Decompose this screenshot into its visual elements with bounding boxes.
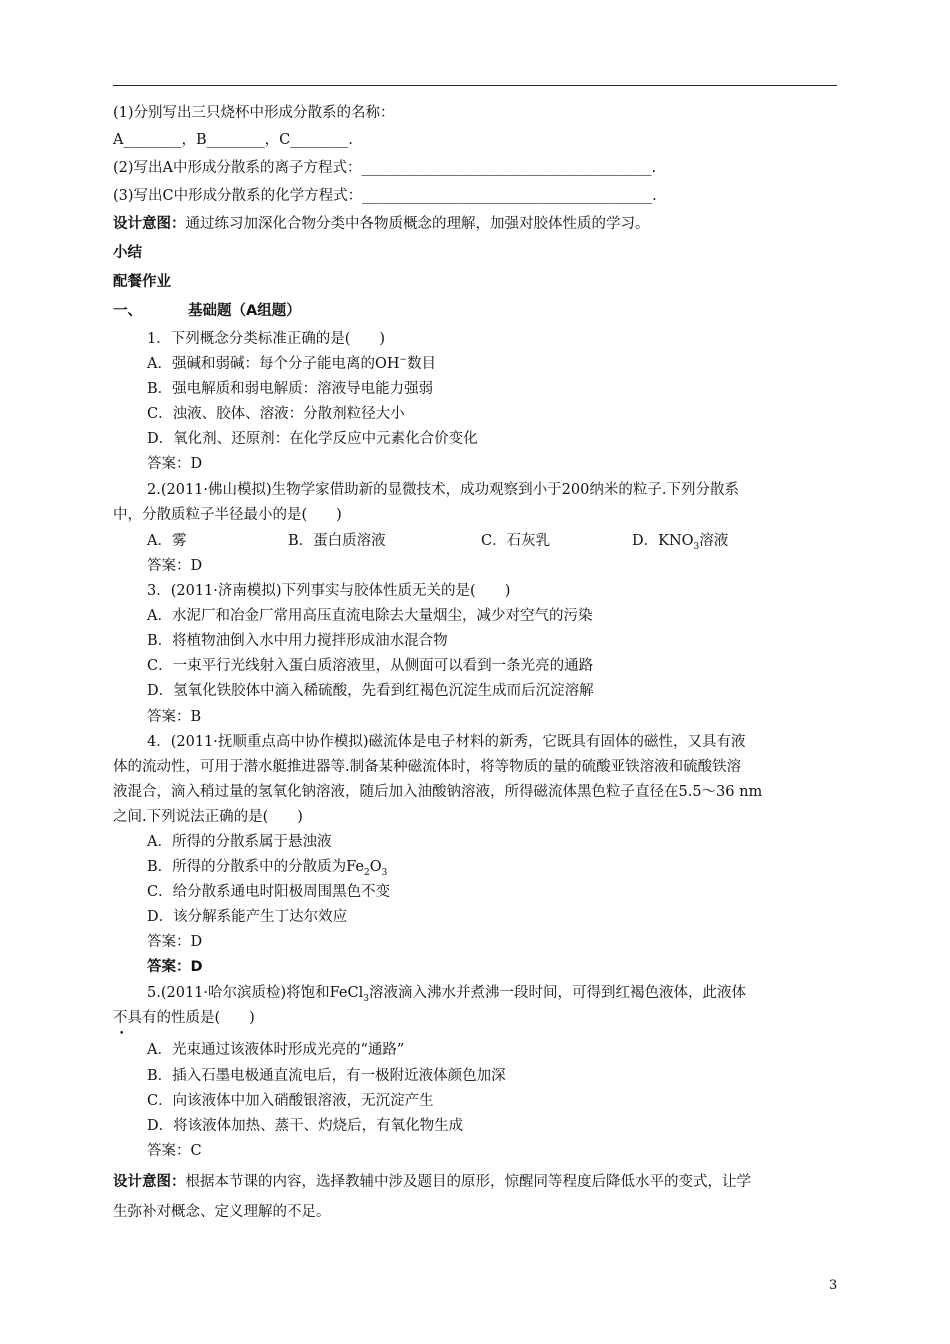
q3-option-d: D．氢氧化铁胶体中滴入稀硫酸，先看到红褐色沉淀生成而后沉淀溶解 <box>147 683 594 699</box>
q1-option-d: D．氧化剂、还原剂：在化学反应中元素化合价变化 <box>147 431 478 447</box>
q5-stem-2 <box>113 1008 255 1028</box>
q4-stem-2: 体的流动性，可用于潜水艇推进器等.制备某种磁流体时，将等物质的量的硫酸亚铁溶液和硫酸铁溶 <box>113 759 742 775</box>
q4-answer: 答案：D <box>147 934 203 950</box>
q4-stem-1: 4．(2011·抚顺重点高中协作模拟)磁流体是电子材料的新秀，它既具有固体的磁性，又具有液 <box>147 734 746 750</box>
q5-answer: 答案：C <box>147 1143 202 1159</box>
q4-stem-4: 之间.下列说法正确的是( ) <box>113 809 303 825</box>
q5-option-c: C．向该液体中加入硝酸银溶液，无沉淀产生 <box>147 1093 434 1109</box>
q4-option-b <box>147 857 387 877</box>
intro-design <box>113 214 650 234</box>
q2-option-b: B．蛋白质溶液 <box>288 533 386 549</box>
design-label: 设计意图： <box>113 216 186 232</box>
q1-option-a <box>147 354 436 374</box>
outro-design-text-1: 根据本节课的内容，选择教辅中涉及题目的原形，惊醒同等程度后降低水平的变式，让学 <box>185 1174 751 1190</box>
q1-a-post: 数目 <box>407 356 437 372</box>
page-number: 3 <box>829 1278 838 1293</box>
q1-a-text: A．强碱和弱碱：每个分子能电离的OH <box>147 356 400 372</box>
q5-stem-1 <box>147 983 746 1003</box>
q5-option-b: B．插入石墨电极通直流电后，有一极附近液体颜色加深 <box>147 1068 506 1084</box>
homework-heading: 配餐作业 <box>113 274 171 290</box>
intro-blanks: A________，B________，C________. <box>113 132 353 148</box>
q2-stem-1: 2.(2011·佛山模拟)生物学家借助新的显微技术，成功观察到小于200纳米的粒子.下列分散系 <box>147 482 739 498</box>
q5-option-a: A．光束通过该液体时形成光亮的“通路” <box>147 1042 405 1058</box>
q5-stem-sub: 3 <box>363 993 369 1004</box>
section-number: 一、 <box>113 303 142 319</box>
outro-design-1 <box>113 1172 751 1192</box>
q4-option-d: D．该分解系能产生丁达尔效应 <box>147 909 348 925</box>
q1-stem: 1．下列概念分类标准正确的是( ) <box>147 331 386 347</box>
intro-q3: (3)写出C中形成分散系的化学方程式：________________________________________. <box>113 188 657 204</box>
q1-a-sup: − <box>399 355 408 366</box>
q5-stem-post: 溶液滴入沸水并煮沸一段时间，可得到红褐色液体，此液体 <box>368 985 746 1001</box>
q5-emphasis-char: 不 <box>113 1010 128 1026</box>
q2-d-text: D．KNO <box>632 533 694 549</box>
q5-stem-text: 5.(2011·哈尔滨质检)将饱和FeCl <box>147 985 364 1001</box>
q4-option-c: C．给分散系通电时阳极周围黑色不变 <box>147 884 391 900</box>
q4-answer-bold: 答案：D <box>147 959 203 975</box>
design-text: 通过练习加深化合物分类中各物质概念的理解，加强对胶体性质的学习。 <box>185 216 650 232</box>
q3-option-a: A．水泥厂和冶金厂常用高压直流电除去大量烟尘，减少对空气的污染 <box>147 608 593 624</box>
q2-d-post: 溶液 <box>699 533 729 549</box>
outro-design-2: 生弥补对概念、定义理解的不足。 <box>113 1204 331 1220</box>
q2-stem-2: 中，分散质粒子半径最小的是( ) <box>113 507 342 523</box>
q4-b-text: B．所得的分散系中的分散质为Fe <box>147 859 365 875</box>
q3-option-c: C．一束平行光线射入蛋白质溶液里，从侧面可以看到一条光亮的通路 <box>147 658 594 674</box>
q4-b-sub2: 3 <box>381 867 388 878</box>
q2-options <box>147 531 728 551</box>
q1-answer: 答案：D <box>147 456 203 472</box>
q2-option-d <box>632 531 728 551</box>
q4-b-sub1: 2 <box>364 867 370 878</box>
q1-option-b: B．强电解质和弱电解质：溶液导电能力强弱 <box>147 381 434 397</box>
q2-answer: 答案：D <box>147 558 203 574</box>
q3-answer: 答案：B <box>147 709 202 725</box>
q2-d-sub: 3 <box>693 541 700 552</box>
q4-option-a: A．所得的分散系属于悬浊液 <box>147 834 332 850</box>
section-heading <box>113 301 301 321</box>
q5-stem-2-text: 具有的性质是( ) <box>127 1010 255 1026</box>
intro-q2: (2)写出A中形成分散系的离子方程式：________________________________________. <box>113 160 657 176</box>
q3-stem: 3．(2011·济南模拟)下列事实与胶体性质无关的是( ) <box>147 583 511 599</box>
summary-heading: 小结 <box>113 245 142 261</box>
q1-option-c: C．浊液、胶体、溶液：分散剂粒径大小 <box>147 406 405 422</box>
q5-option-d: D．将该液体加热、蒸干、灼烧后，有氧化物生成 <box>147 1118 464 1134</box>
intro-q1: (1)分别写出三只烧杯中形成分散系的名称： <box>113 105 395 121</box>
q2-option-a: A．雾 <box>147 533 187 549</box>
section-title: 基础题（A组题） <box>188 303 301 319</box>
q3-option-b: B．将植物油倒入水中用力搅拌形成油水混合物 <box>147 633 448 649</box>
header-rule <box>113 85 837 86</box>
q4-stem-3: 液混合，滴入稍过量的氢氧化钠溶液，随后加入油酸钠溶液，所得磁流体黑色粒子直径在5.5～36 nm <box>113 784 763 800</box>
outro-design-label: 设计意图： <box>113 1174 186 1190</box>
q2-option-c: C．石灰乳 <box>481 533 551 549</box>
q4-b-mid: O <box>369 859 382 875</box>
